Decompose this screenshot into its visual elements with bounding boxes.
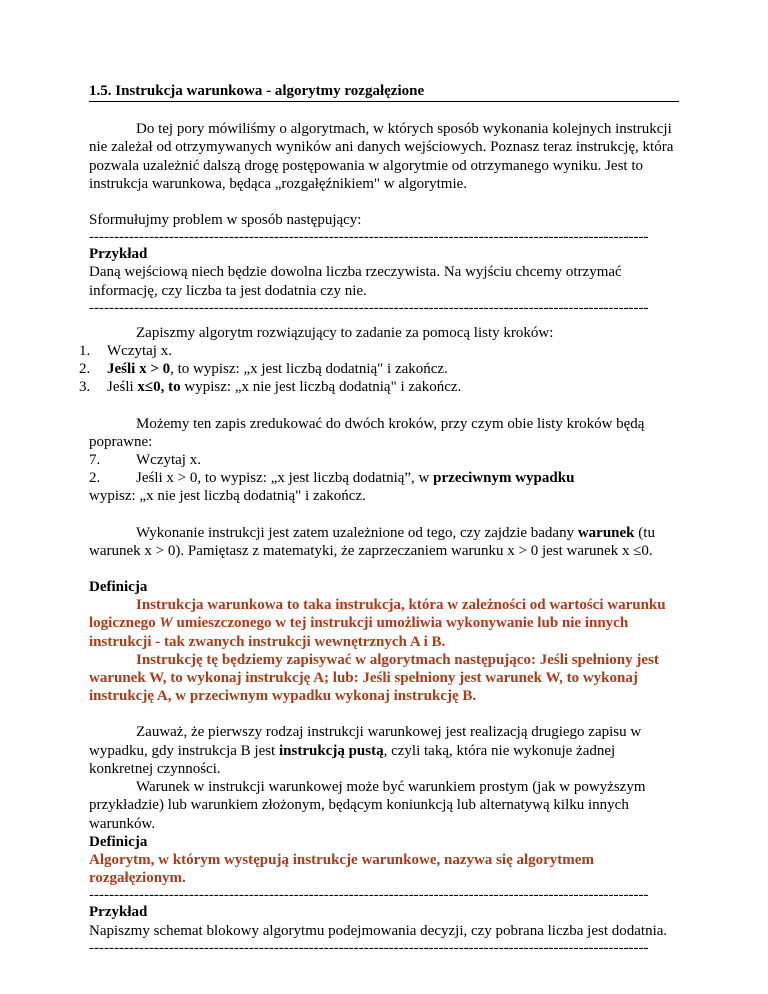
example-text: Napiszmy schemat blokowy algorytmu podejmowania decyzji, czy pobrana liczba jest dodatnia. <box>89 922 668 939</box>
separator-line: ---------------------------------------------------------------------------------------------------------------- <box>89 229 649 246</box>
list-item: 1. Wczytaj x. <box>79 343 172 360</box>
list-item: 7. Wczytaj x. <box>89 452 201 469</box>
definition-label: Definicja <box>89 833 148 850</box>
definition-text: Instrukcję tę będziemy zapisywać w algorytmach następująco: Jeśli spełniony jest warunek W, to wykonaj instrukcję A; lub: Jeśli spełniony jest warunek W, to wykonaj instrukcję A, w przeciwnym wypadku wykonaj instrukcję B. <box>89 651 659 705</box>
separator-line: ---------------------------------------------------------------------------------------------------------------- <box>89 939 649 956</box>
document-page <box>79 82 679 956</box>
separator-line: ---------------------------------------------------------------------------------------------------------------- <box>89 299 649 316</box>
steps-list <box>79 342 679 397</box>
intro-paragraph: Do tej pory mówiliśmy o algorytmach, w których sposób wykonania kolejnych instrukcji nie zależał od otrzymywanych wyników ani danych wejściowych. Poznasz teraz instrukcję, która pozwala uzależnić dalszą drogę postępowania w algorytmie od otrzymanego wyniku. Jest to instrukcja warunkowa, będąca „rozgałęźnikiem" w algorytmie. <box>89 121 674 192</box>
example-label: Przykład <box>89 246 148 263</box>
note-paragraph: Zauważ, że pierwszy rodzaj instrukcji warunkowej jest realizacją drugiego zapisu w wypadku, gdy instrukcja B jest instrukcją pustą, czyli taką, która nie wykonuje żadnej konkretnej czynności. <box>89 724 642 777</box>
reduce-intro: Możemy ten zapis zredukować do dwóch kroków, przy czym obie listy kroków będą poprawne: <box>89 415 645 450</box>
section-heading: 1.5. Instrukcja warunkowa - algorytmy rozgałęzione <box>89 82 679 102</box>
definition-text: Instrukcja warunkowa to taka instrukcja, która w zależności od wartości warunku logicznego W umieszczonego w tej instrukcji umożliwia wykonywanie lub nie innych instrukcji - tak zwanych instrukcji wewnętrznych A i B. <box>89 597 666 650</box>
list-item: 2. Jeśli x > 0, to wypisz: „x jest liczbą dodatnią" i zakończ. <box>79 361 448 378</box>
condition-paragraph: Wykonanie instrukcji jest zatem uzależnione od tego, czy zajdzie badany warunek (tu warunek x > 0). Pamiętasz z matematyki, że zaprzeczaniem warunku x > 0 jest warunek x ≤0. <box>89 524 655 559</box>
note-paragraph: Warunek w instrukcji warunkowej może być warunkiem prostym (jak w powyższym przykładzie) lub warunkiem złożonym, będącym koniunkcją lub alternatywą kilku innych warunków. <box>89 779 646 832</box>
example-label: Przykład <box>89 904 148 921</box>
list-item: 3. Jeśli x≤0, to wypisz: „x nie jest liczbą dodatnią" i zakończ. <box>79 379 462 396</box>
definition-label: Definicja <box>89 579 148 596</box>
steps-intro: Zapiszmy algorytm rozwiązujący to zadanie za pomocą listy kroków: <box>136 324 554 341</box>
example-text: Daną wejściową niech będzie dowolna liczba rzeczywista. Na wyjściu chcemy otrzymać informację, czy liczba ta jest dodatnia czy nie. <box>89 264 622 299</box>
reduced-tail: wypisz: „x nie jest liczbą dodatnią" i zakończ. <box>89 488 366 505</box>
list-item: 2. Jeśli x > 0, to wypisz: „x jest liczbą dodatnią”, w przeciwnym wypadku <box>89 470 575 487</box>
separator-line: ---------------------------------------------------------------------------------------------------------------- <box>89 887 649 904</box>
formulate-text: Sformułujmy problem w sposób następujący: <box>89 212 362 229</box>
definition-text: Algorytm, w którym występują instrukcje warunkowe, nazywa się algorytmem rozgałęzionym. <box>89 851 594 887</box>
